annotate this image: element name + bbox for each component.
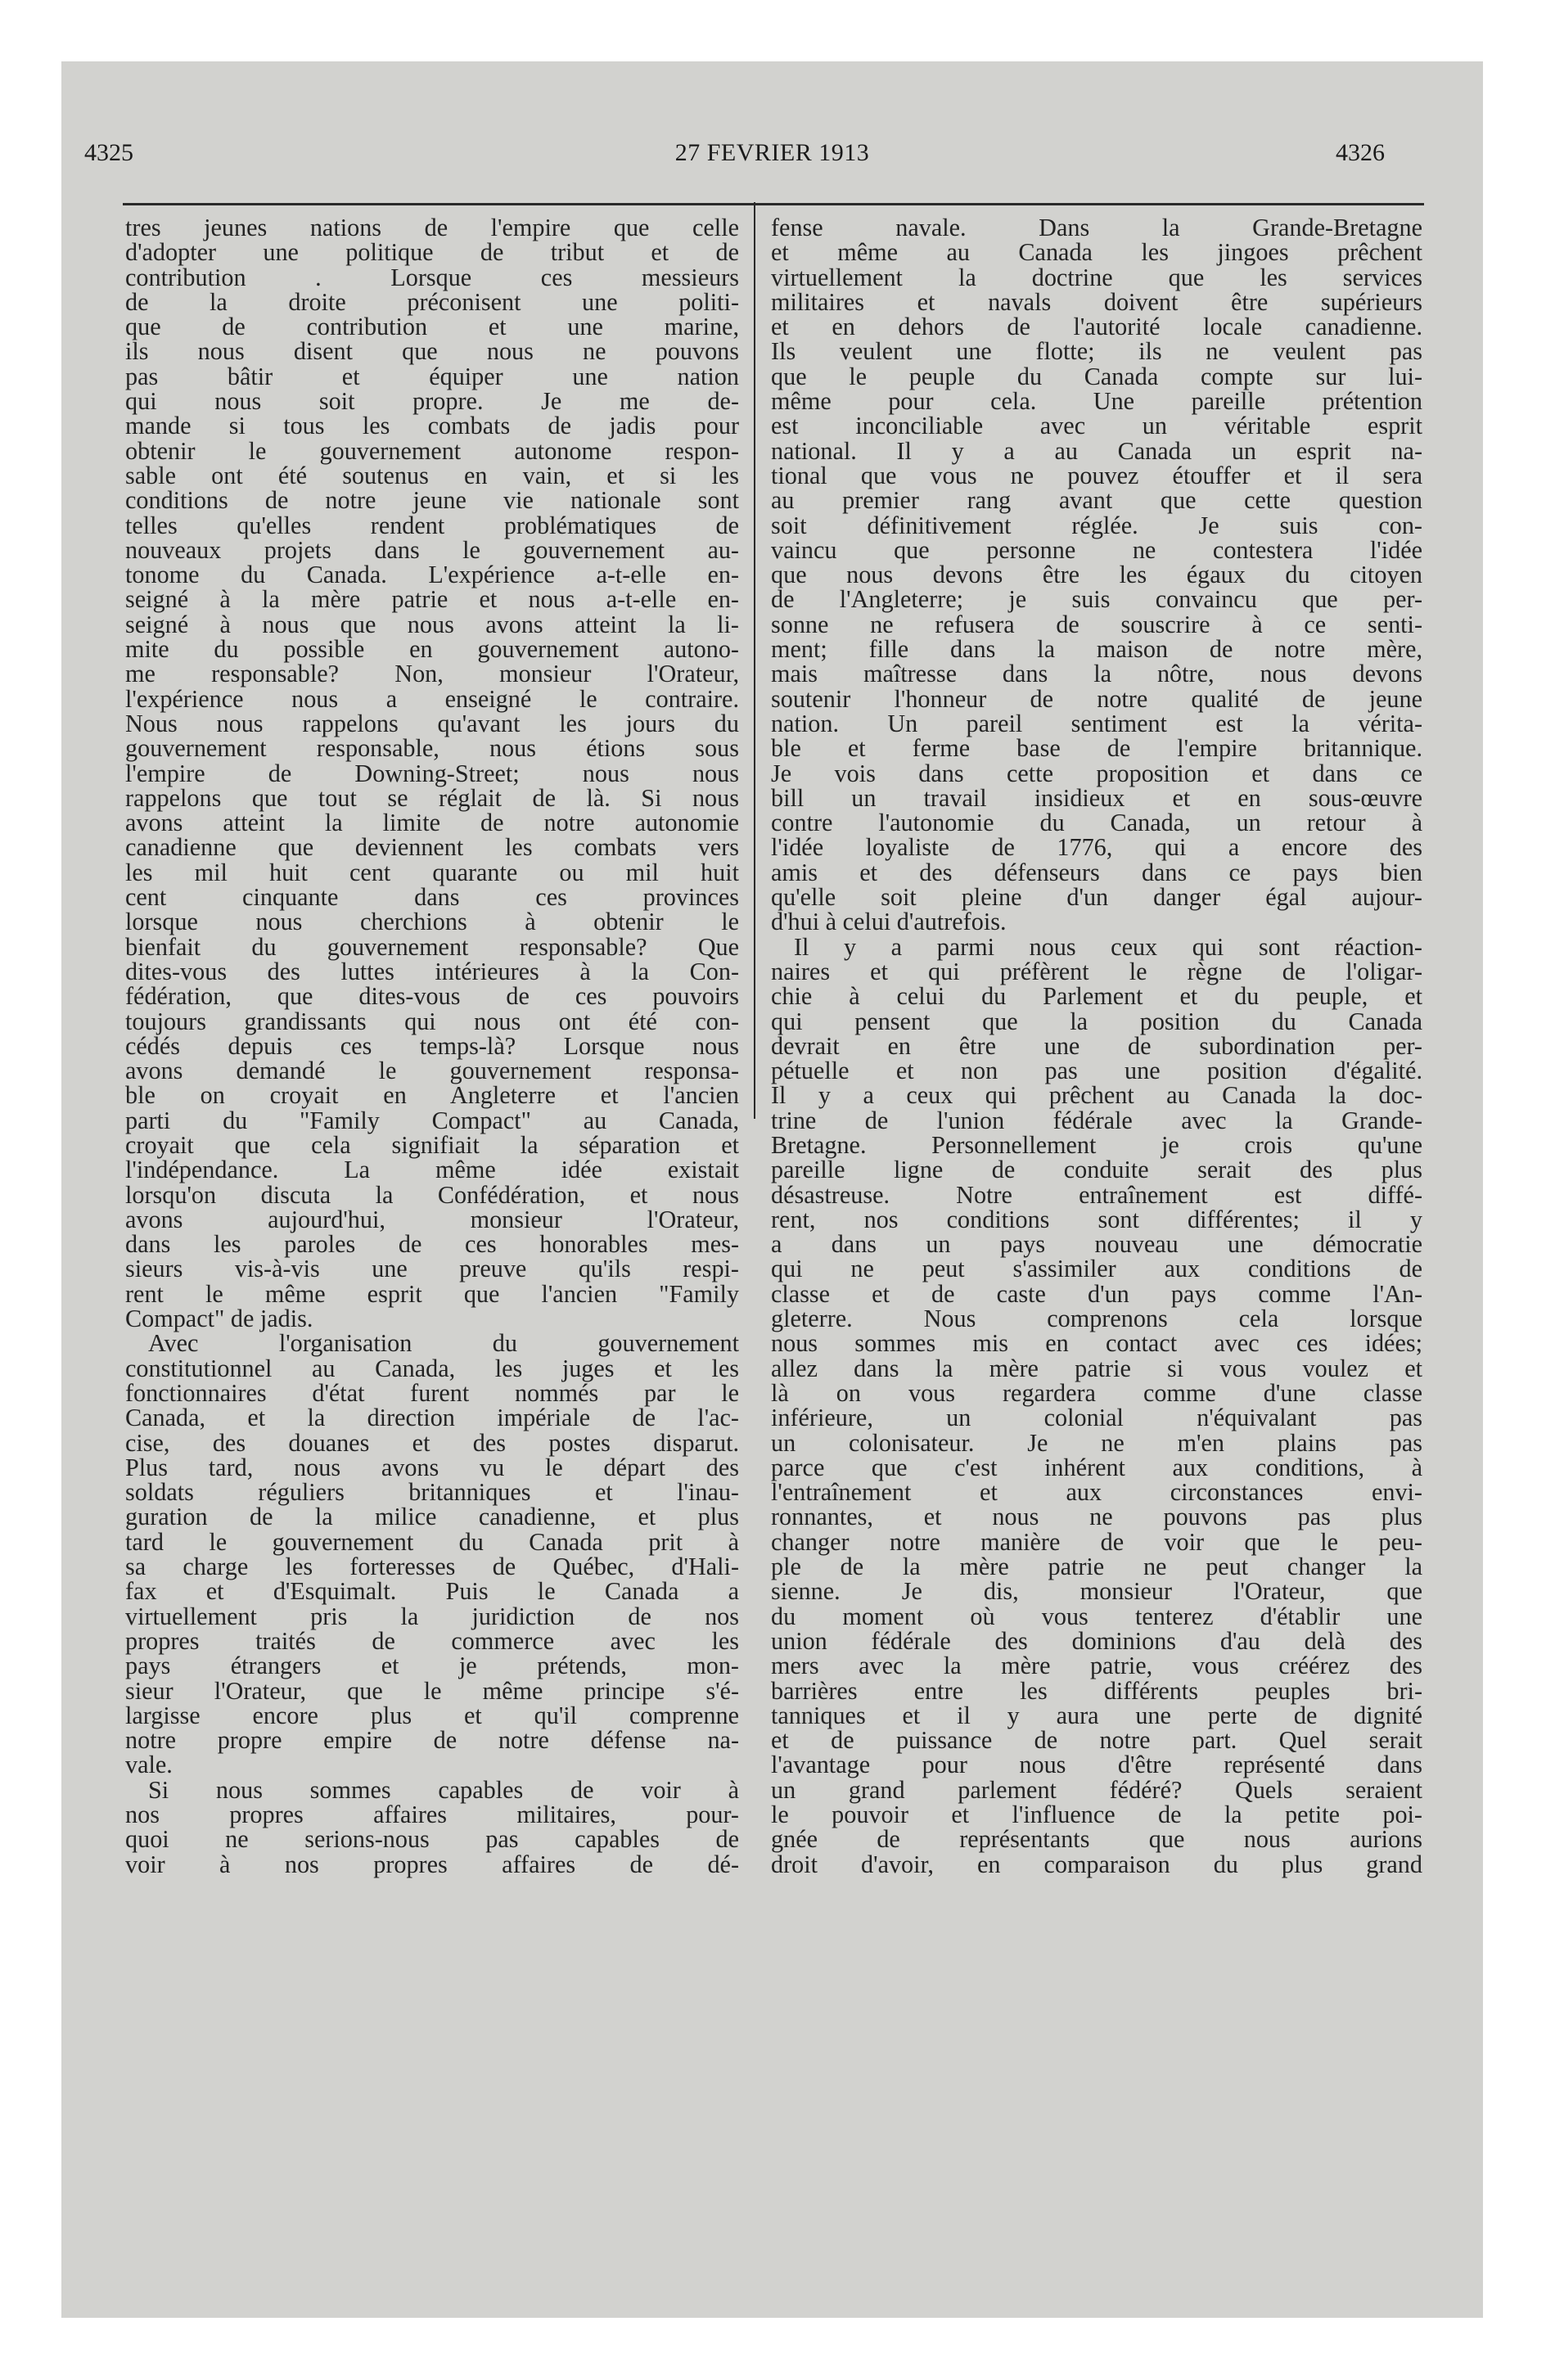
text-line: toujours grandissants qui nous ont été con- bbox=[125, 1007, 739, 1035]
text-line: fédération, que dites-vous de ces pouvoirs bbox=[125, 982, 739, 1011]
text-line: l'indépendance. La même idée existait bbox=[125, 1156, 739, 1184]
text-line: mers avec la mère patrie, vous créérez des bbox=[771, 1652, 1422, 1680]
text-line: et de puissance de notre part. Quel serait bbox=[771, 1726, 1422, 1755]
text-line: nos propres affaires militaires, pour- bbox=[125, 1801, 739, 1828]
text-line: constitutionnel au Canada, les juges et les bbox=[125, 1354, 739, 1382]
text-line: Canada, et la direction impériale de l'ac- bbox=[125, 1404, 739, 1432]
text-line: rappelons que tout se réglait de là. Si nous bbox=[125, 783, 739, 812]
text-line: voir à nos propres affaires de dé- bbox=[125, 1850, 739, 1878]
text-line: les mil huit cent quarante ou mil huit bbox=[125, 858, 739, 886]
text-line: naires et qui préfèrent le règne de l'oligar- bbox=[771, 957, 1422, 985]
text-line: l'empire de Downing-Street; nous nous bbox=[125, 759, 739, 787]
text-line: soldats réguliers britanniques et l'inau- bbox=[125, 1478, 739, 1507]
text-line: l'entraînement et aux circonstances envi- bbox=[771, 1478, 1422, 1507]
text-line: allez dans la mère patrie si vous voulez et bbox=[771, 1354, 1422, 1382]
text-line: soutenir l'honneur de notre qualité de jeune bbox=[771, 684, 1422, 713]
text-line: seigné à la mère patrie et nous a-t-elle en- bbox=[125, 585, 739, 614]
text-line: ils nous disent que nous ne pouvons bbox=[125, 337, 739, 366]
text-line: canadienne que deviennent les combats vers bbox=[125, 833, 739, 862]
text-line: nous sommes mis en contact avec ces idées; bbox=[771, 1329, 1422, 1358]
text-line: tres jeunes nations de l'empire que celle bbox=[125, 214, 739, 241]
text-line: pétuelle et non pas une position d'égalité. bbox=[771, 1057, 1422, 1085]
text-line: tonome du Canada. L'expérience a-t-elle en- bbox=[125, 561, 739, 589]
text-line: d'adopter une politique de tribut et de bbox=[125, 238, 739, 267]
text-line: et même au Canada les jingoes prêchent bbox=[771, 238, 1422, 267]
text-line: est inconciliable avec un véritable esprit bbox=[771, 412, 1422, 440]
page-number-right: 4326 bbox=[1336, 139, 1385, 166]
text-line: fense navale. Dans la Grande-Bretagne bbox=[771, 214, 1422, 241]
text-line: ble on croyait en Angleterre et l'ancien bbox=[125, 1081, 739, 1110]
text-line: mais maîtresse dans la nôtre, nous devons bbox=[771, 660, 1422, 688]
text-line: lorsqu'on discuta la Confédération, et nous bbox=[125, 1180, 739, 1209]
text-line: gnée de représentants que nous aurions bbox=[771, 1825, 1422, 1854]
text-line: avons demandé le gouvernement responsa- bbox=[125, 1057, 739, 1085]
text-line: vale. bbox=[125, 1751, 173, 1779]
page-header bbox=[61, 139, 1483, 180]
text-line: Ils veulent une flotte; ils ne veulent pas bbox=[771, 337, 1422, 366]
text-line: obtenir le gouvernement autonome respon- bbox=[125, 436, 739, 465]
text-line: militaires et navals doivent être supérieurs bbox=[771, 287, 1422, 316]
text-line: chie à celui du Parlement et du peuple, et bbox=[771, 982, 1422, 1011]
text-line: gouvernement responsable, nous étions sous bbox=[125, 734, 739, 763]
text-line: sieur l'Orateur, que le même principe s'é- bbox=[125, 1676, 739, 1705]
text-line: sable ont été soutenus en vain, et si les bbox=[125, 461, 739, 489]
text-line: l'idée loyaliste de 1776, qui a encore des bbox=[771, 833, 1422, 862]
text-line: lorsque nous cherchions à obtenir le bbox=[125, 908, 739, 936]
text-line: contribution . Lorsque ces messieurs bbox=[125, 263, 739, 291]
text-line: ronnantes, et nous ne pouvons pas plus bbox=[771, 1503, 1422, 1531]
text-line: et en dehors de l'autorité locale canadienne. bbox=[771, 313, 1422, 341]
text-line: amis et des défenseurs dans ce pays bien bbox=[771, 858, 1422, 886]
text-line: que de contribution et une marine, bbox=[125, 313, 739, 341]
text-line: rent, nos conditions sont différentes; il y bbox=[771, 1205, 1422, 1233]
text-line: guration de la milice canadienne, et plus bbox=[125, 1503, 739, 1531]
right-column bbox=[771, 215, 1422, 1877]
text-line: sonne ne refusera de souscrire à ce senti- bbox=[771, 610, 1422, 638]
text-line: cédés depuis ces temps-là? Lorsque nous bbox=[125, 1031, 739, 1060]
text-line: sieurs vis-à-vis une preuve qu'ils respi- bbox=[125, 1255, 739, 1283]
text-line: classe et de caste d'un pays comme l'An- bbox=[771, 1279, 1422, 1308]
text-line: quoi ne serions-nous pas capables de bbox=[125, 1825, 739, 1854]
text-line: Je vois dans cette proposition et dans ce bbox=[771, 759, 1422, 787]
text-line: pareille ligne de conduite serait des plus bbox=[771, 1156, 1422, 1184]
text-line: barrières entre les différents peuples bri- bbox=[771, 1676, 1422, 1705]
text-line: là on vous regardera comme d'une classe bbox=[771, 1378, 1422, 1407]
text-line: Nous nous rappelons qu'avant les jours du bbox=[125, 709, 739, 737]
text-line: Plus tard, nous avons vu le départ des bbox=[125, 1453, 739, 1481]
text-line: de la droite préconisent une politi- bbox=[125, 287, 739, 316]
text-line: Compact" de jadis. bbox=[125, 1305, 313, 1333]
text-line: qu'elle soit pleine d'un danger égal aujour- bbox=[771, 883, 1422, 912]
text-line: l'expérience nous a enseigné le contraire. bbox=[125, 684, 739, 713]
text-line: vaincu que personne ne contestera l'idée bbox=[771, 535, 1422, 564]
text-line: qui nous soit propre. Je me de- bbox=[125, 387, 739, 416]
text-line: bienfait du gouvernement responsable? Que bbox=[125, 932, 739, 961]
text-line: rent le même esprit que l'ancien "Family bbox=[125, 1279, 739, 1308]
column-divider bbox=[754, 202, 755, 1119]
text-line: pas bâtir et équiper une nation bbox=[125, 362, 739, 390]
scanned-page bbox=[61, 61, 1483, 2318]
text-line: nouveaux projets dans le gouvernement au- bbox=[125, 535, 739, 564]
text-line: fax et d'Esquimalt. Puis le Canada a bbox=[125, 1577, 739, 1606]
text-line: que nous devons être les égaux du citoyen bbox=[771, 561, 1422, 589]
text-line: largisse encore plus et qu'il comprenne bbox=[125, 1701, 739, 1729]
text-line: trine de l'union fédérale avec la Grande- bbox=[771, 1106, 1422, 1134]
text-line: même pour cela. Une pareille prétention bbox=[771, 387, 1422, 416]
text-line: seigné à nous que nous avons atteint la li- bbox=[125, 610, 739, 638]
text-line: ble et ferme base de l'empire britannique. bbox=[771, 734, 1422, 763]
text-line: tional que vous ne pouvez étouffer et il sera bbox=[771, 461, 1422, 489]
text-line: d'hui à celui d'autrefois. bbox=[771, 908, 1007, 936]
text-line: qui pensent que la position du Canada bbox=[771, 1007, 1422, 1035]
text-line: Avec l'organisation du gouvernement bbox=[148, 1329, 739, 1358]
text-line: me responsable? Non, monsieur l'Orateur, bbox=[125, 660, 739, 688]
text-line: nation. Un pareil sentiment est la vérita- bbox=[771, 709, 1422, 737]
text-line: contre l'autonomie du Canada, un retour à bbox=[771, 809, 1422, 837]
text-line: virtuellement pris la juridiction de nos bbox=[125, 1602, 739, 1630]
page-date: 27 FEVRIER 1913 bbox=[674, 139, 870, 166]
text-line: conditions de notre jeune vie nationale sont bbox=[125, 486, 739, 515]
text-line: ple de la mère patrie ne peut changer la bbox=[771, 1553, 1422, 1581]
text-line: mande si tous les combats de jadis pour bbox=[125, 412, 739, 440]
text-line: changer notre manière de voir que le peu- bbox=[771, 1527, 1422, 1556]
text-line: union fédérale des dominions d'au delà des bbox=[771, 1626, 1422, 1655]
text-line: sienne. Je dis, monsieur l'Orateur, que bbox=[771, 1577, 1422, 1606]
text-line: soit définitivement réglée. Je suis con- bbox=[771, 511, 1422, 539]
text-line: inférieure, un colonial n'équivalant pas bbox=[771, 1404, 1422, 1432]
text-line: virtuellement la doctrine que les services bbox=[771, 263, 1422, 291]
text-line: Il y a ceux qui prêchent au Canada la doc- bbox=[771, 1081, 1422, 1110]
text-line: parti du "Family Compact" au Canada, bbox=[125, 1106, 739, 1134]
text-line: propres traités de commerce avec les bbox=[125, 1626, 739, 1655]
text-line: devrait en être une de subordination per- bbox=[771, 1031, 1422, 1060]
text-line: cise, des douanes et des postes disparut. bbox=[125, 1428, 739, 1457]
text-line: sa charge les forteresses de Québec, d'Hali- bbox=[125, 1553, 739, 1581]
text-line: au premier rang avant que cette question bbox=[771, 486, 1422, 515]
text-line: droit d'avoir, en comparaison du plus grand bbox=[771, 1850, 1422, 1878]
text-line: a dans un pays nouveau une démocratie bbox=[771, 1230, 1422, 1259]
text-line: qui ne peut s'assimiler aux conditions de bbox=[771, 1255, 1422, 1283]
text-line: un grand parlement fédéré? Quels seraient bbox=[771, 1775, 1422, 1804]
text-line: de l'Angleterre; je suis convaincu que per- bbox=[771, 585, 1422, 614]
text-line: l'avantage pour nous d'être représenté dans bbox=[771, 1751, 1422, 1779]
text-line: tanniques et il y aura une perte de dignité bbox=[771, 1701, 1422, 1729]
header-rule bbox=[123, 203, 1424, 205]
page-number-left: 4325 bbox=[84, 139, 133, 166]
text-line: notre propre empire de notre défense na- bbox=[125, 1726, 739, 1755]
text-line: Il y a parmi nous ceux qui sont réaction- bbox=[794, 932, 1422, 961]
text-line: cent cinquante dans ces provinces bbox=[125, 883, 739, 912]
text-line: que le peuple du Canada compte sur lui- bbox=[771, 362, 1422, 390]
text-line: bill un travail insidieux et en sous-œuvre bbox=[771, 783, 1422, 812]
text-line: du moment où vous tenterez d'établir une bbox=[771, 1602, 1422, 1630]
text-line: Bretagne. Personnellement je crois qu'une bbox=[771, 1130, 1422, 1159]
text-line: mite du possible en gouvernement autono- bbox=[125, 635, 739, 664]
text-line: national. Il y a au Canada un esprit na- bbox=[771, 436, 1422, 465]
left-column bbox=[125, 215, 739, 1877]
text-line: avons atteint la limite de notre autonomie bbox=[125, 809, 739, 837]
text-line: avons aujourd'hui, monsieur l'Orateur, bbox=[125, 1205, 739, 1233]
text-line: ment; fille dans la maison de notre mère, bbox=[771, 635, 1422, 664]
text-line: dites-vous des luttes intérieures à la Con- bbox=[125, 957, 739, 985]
text-line: pays étrangers et je prétends, mon- bbox=[125, 1652, 739, 1680]
text-line: Si nous sommes capables de voir à bbox=[148, 1775, 739, 1804]
text-line: parce que c'est inhérent aux conditions, à bbox=[771, 1453, 1422, 1481]
text-line: telles qu'elles rendent problématiques de bbox=[125, 511, 739, 539]
text-line: tard le gouvernement du Canada prit à bbox=[125, 1527, 739, 1556]
text-line: croyait que cela signifiait la séparation et bbox=[125, 1130, 739, 1159]
text-line: désastreuse. Notre entraînement est diffé- bbox=[771, 1180, 1422, 1209]
text-line: fonctionnaires d'état furent nommés par le bbox=[125, 1378, 739, 1407]
text-line: un colonisateur. Je ne m'en plains pas bbox=[771, 1428, 1422, 1457]
text-line: gleterre. Nous comprenons cela lorsque bbox=[771, 1305, 1422, 1333]
text-line: le pouvoir et l'influence de la petite poi- bbox=[771, 1801, 1422, 1828]
text-line: dans les paroles de ces honorables mes- bbox=[125, 1230, 739, 1259]
